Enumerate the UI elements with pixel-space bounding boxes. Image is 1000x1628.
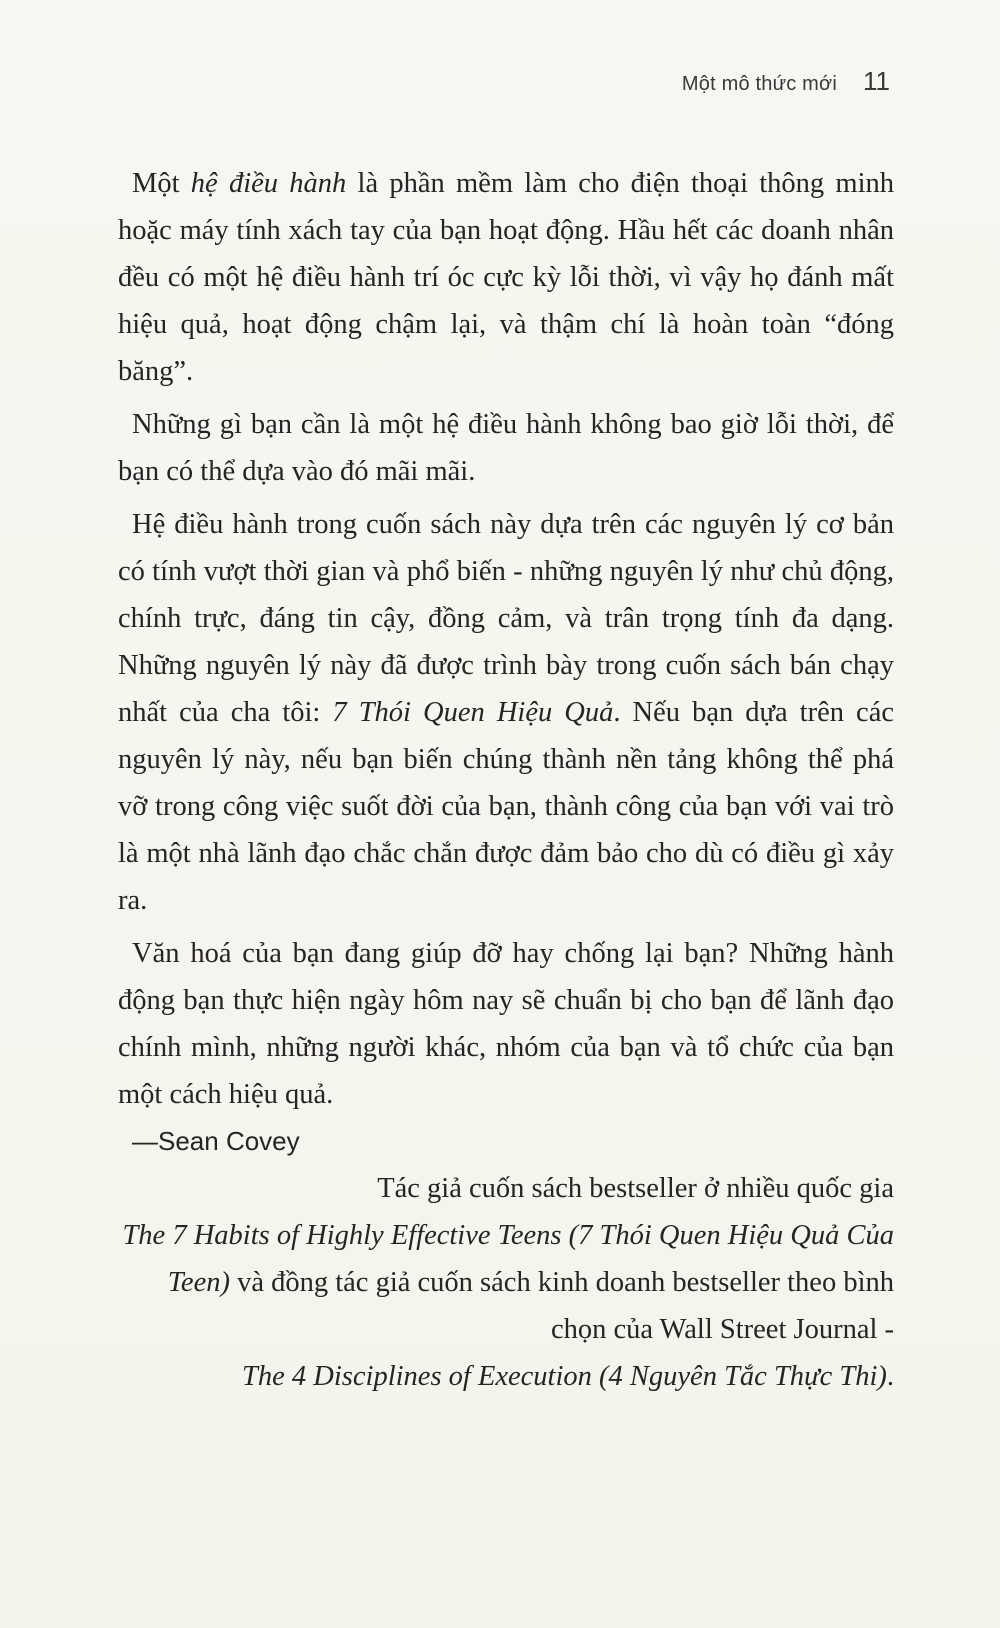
running-header bbox=[682, 66, 890, 97]
bio-line-1: Tác giả cuốn sách bestseller ở nhiều quốc gia bbox=[377, 1173, 894, 1204]
paragraph-1-start: Một bbox=[132, 168, 191, 199]
paragraph-2: Những gì bạn cần là một hệ điều hành không bao giờ lỗi thời, để bạn có thể dựa vào đó mãi mãi. bbox=[118, 409, 894, 487]
bio-book-2: The 4 Disciplines of Execution (4 Nguyên Tắc Thực Thi) bbox=[242, 1361, 887, 1392]
paragraph-1-rest: là phần mềm làm cho điện thoại thông minh hoặc máy tính xách tay của bạn hoạt động. Hầu hết các doanh nhân đều có một hệ điều hành trí óc cực kỳ lỗi thời, vì vậy họ đánh mất hiệu quả, hoạt động chậm lại, và thậm chí là hoàn toàn “đóng băng”. bbox=[118, 168, 895, 387]
book-title-reference: 7 Thói Quen Hiệu Quả bbox=[332, 697, 614, 728]
paragraph-1-emphasis: hệ điều hành bbox=[190, 168, 347, 199]
chapter-title: Một mô thức mới bbox=[681, 73, 837, 95]
paragraph-3-rest: . Nếu bạn dựa trên các nguyên lý này, nếu bạn biến chúng thành nền tảng không thể phá vỡ trong công việc suốt đời của bạn, thành công của bạn với vai trò là một nhà lãnh đạo chắc chắn được đảm bảo cho dù có điều gì xảy ra. bbox=[118, 697, 894, 916]
paragraph-3 bbox=[118, 501, 894, 924]
paragraph-4: Văn hoá của bạn đang giúp đỡ hay chống lại bạn? Những hành động bạn thực hiện ngày hôm nay sẽ chuẩn bị cho bạn để lãnh đạo chính mình, những người khác, nhóm của bạn và tổ chức của bạn một cách hiệu quả. bbox=[118, 938, 894, 1110]
bio-line-2: và đồng tác giả cuốn sách kinh doanh bestseller theo bình chọn của Wall Street Journal - bbox=[229, 1267, 894, 1345]
paragraph-3-start: Hệ điều hành trong cuốn sách này dựa trên các nguyên lý cơ bản có tính vượt thời gian và phổ biến - những nguyên lý như chủ động, chính trực, đáng tin cậy, đồng cảm, và trân trọng tính đa dạng. Những nguyên lý này đã được trình bày trong cuốn sách bán chạy nhất của cha tôi: bbox=[118, 509, 894, 728]
signature bbox=[118, 1118, 894, 1165]
bio-book-1: The 7 Habits of Highly Effective Teens (7 Thói Quen Hiệu Quả Của Teen) bbox=[122, 1220, 894, 1298]
author-name: —Sean Covey bbox=[132, 1126, 300, 1156]
bio-end: . bbox=[886, 1361, 894, 1392]
paragraph-1 bbox=[118, 160, 894, 395]
page-number: 11 bbox=[863, 66, 890, 96]
author-bio bbox=[118, 1165, 894, 1400]
body-text bbox=[118, 160, 894, 1400]
